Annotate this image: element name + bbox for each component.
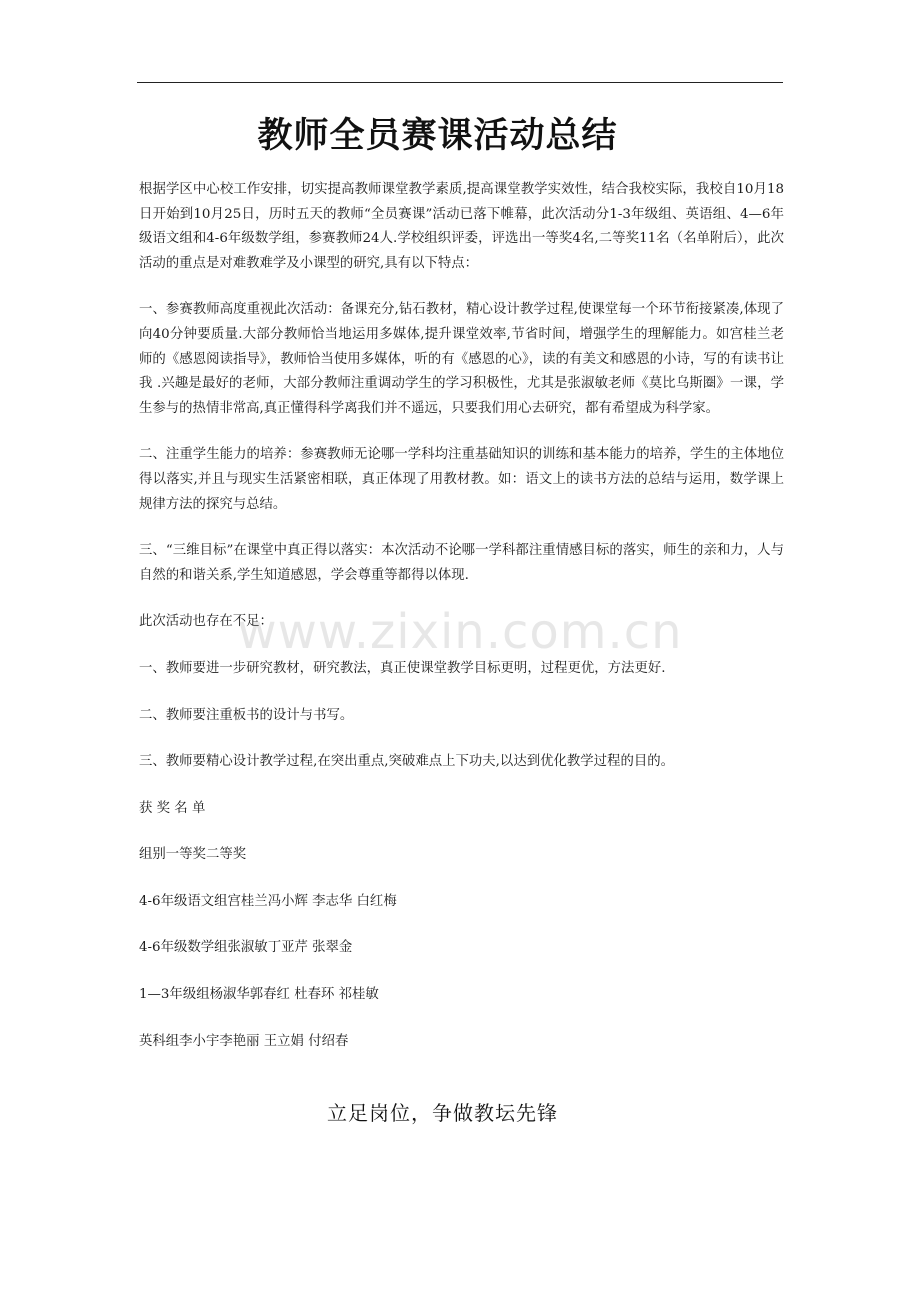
intro-paragraph: 根据学区中心校工作安排，切实提高教师课堂教学素质,提高课堂教学实效性，结合我校实际，我校自10月18日开始到10月25日，历时五天的教师“全员赛课”活动已落下帷幕，此次活动分1-3年级组、英语组、4—6年级语文组和4-6年级数学组，参赛教师24人.学校组织评委，评选出一等奖4名,二等奖11名（名单附后），此次活动的重点是对难教难学及小课型的研究,具有以下特点：	[139, 182, 784, 271]
award-row: 1—3年级组杨淑华郭春红 杜春环 祁桂敏	[139, 987, 379, 1003]
closing-slogan: 立足岗位，争做教坛先锋	[327, 1101, 558, 1125]
award-row: 4-6年级数学组张淑敏丁亚芹 张翠金	[139, 940, 353, 956]
shortcoming-three: 三、教师要精心设计教学过程,在突出重点,突破难点上下功夫,以达到优化教学过程的目的。	[139, 754, 675, 770]
point-one-paragraph: 一、参赛教师高度重视此次活动：备课充分,钻石教材，精心设计教学过程,使课堂每一个环节衔接紧凑,体现了向40分钟要质量.大部分教师恰当地运用多媒体,提升课堂效率,节省时间，增强学生的理解能力。如宫桂兰老师的《感恩阅读指导》，教师恰当使用多媒体，听的有《感恩的心》，读的有美文和感恩的小诗，写的有读书让我 .兴趣是最好的老师，大部分教师注重调动学生的学习积极性，尤其是张淑敏老师《莫比乌斯圈》一课，学生参与的热情非常高,真正懂得科学离我们并不遥远，只要我们用心去研究，都有希望成为科学家。	[139, 302, 784, 416]
awards-heading: 获 奖 名 单	[139, 800, 206, 816]
award-row: 4-6年级语文组宫桂兰冯小辉 李志华 白红梅	[139, 893, 397, 909]
document-title: 教师全员赛课活动总结	[257, 116, 618, 156]
header-rule	[137, 82, 783, 83]
point-three-paragraph: 三、“三维目标”在课堂中真正得以落实：本次活动不论哪一学科都注重情感目标的落实，师生的亲和力，人与自然的和谐关系,学生知道感恩，学会尊重等都得以体现.	[139, 543, 784, 583]
point-two-paragraph: 二、注重学生能力的培养：参赛教师无论哪一学科均注重基础知识的训练和基本能力的培养，学生的主体地位得以落实,并且与现实生活紧密相联，真正体现了用教材教。如：语文上的读书方法的总结与运用，数学课上规律方法的探究与总结。	[139, 447, 784, 512]
document-body	[139, 178, 784, 1054]
awards-columns: 组别一等奖二等奖	[139, 847, 247, 863]
shortcoming-two: 二、教师要注重板书的设计与书写。	[139, 707, 354, 723]
shortcoming-heading: 此次活动也存在不足：	[139, 614, 273, 630]
award-row: 英科组李小宇李艳丽 王立娟 付绍春	[139, 1033, 349, 1049]
site-watermark: www.zixin.com.cn	[237, 604, 683, 660]
shortcoming-one: 一、教师要进一步研究教材，研究教法，真正使课堂教学目标更明，过程更优，方法更好.	[139, 660, 666, 676]
